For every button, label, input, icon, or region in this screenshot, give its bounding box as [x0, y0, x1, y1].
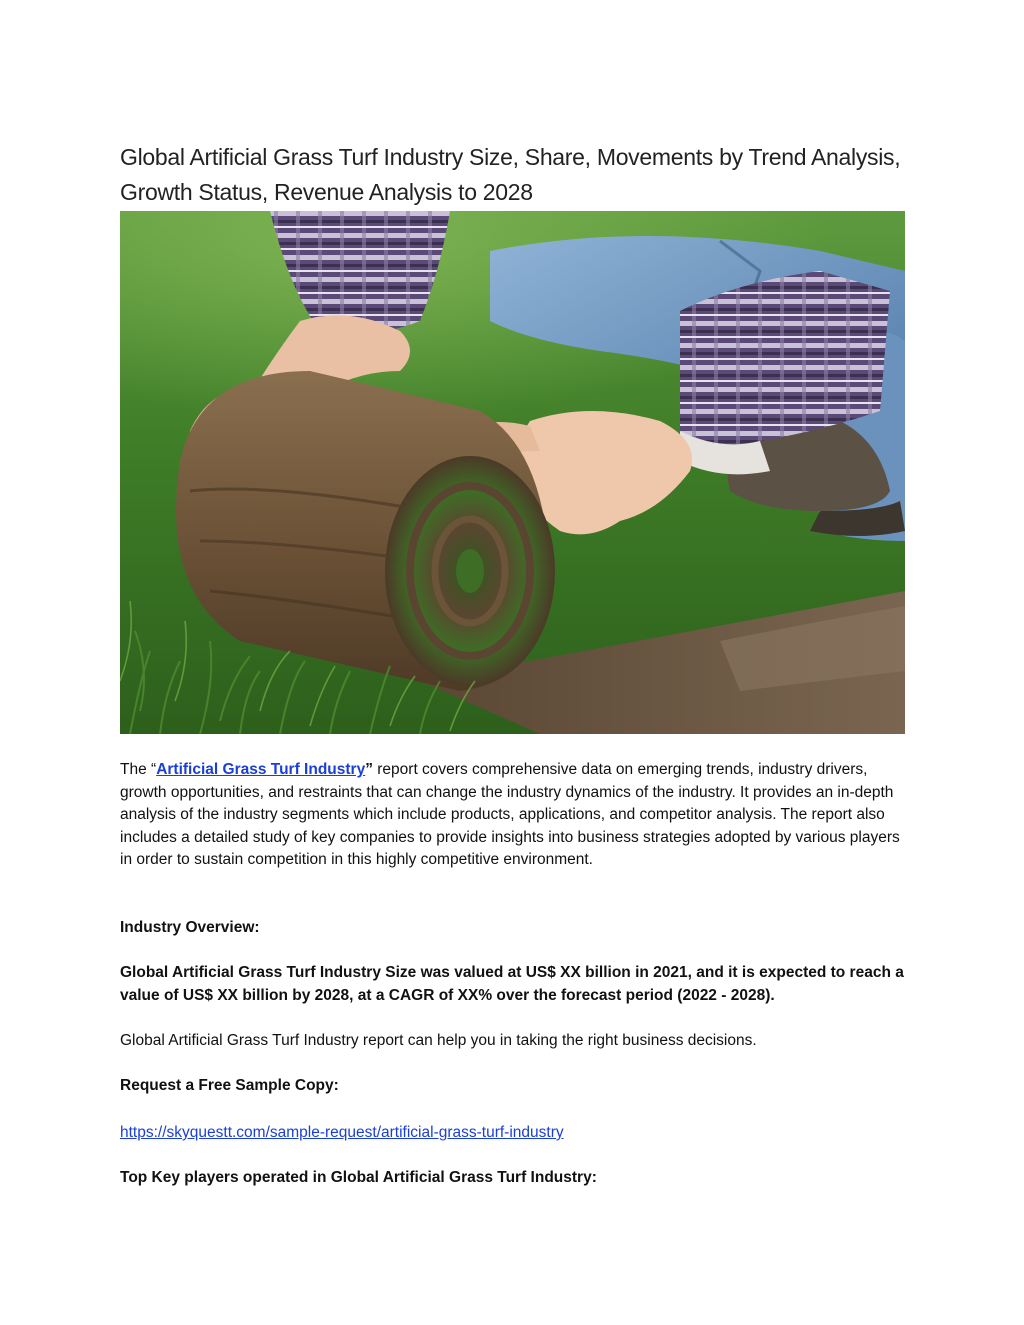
help-text: Global Artificial Grass Turf Industry report can help you in taking the right business decisions.: [120, 1032, 757, 1049]
intro-prefix: The “: [120, 761, 157, 778]
photo-of-hands-rolling-grass-turf-icon: [120, 211, 905, 734]
intro-close-quote: ”: [365, 761, 373, 778]
intro-paragraph: [120, 759, 905, 872]
sample-request-link[interactable]: https://skyquestt.com/sample-request/artificial-grass-turf-industry: [120, 1124, 564, 1141]
size-statement: Global Artificial Grass Turf Industry Size was valued at US$ XX billion in 2021, and it is expected to reach a value of US$ XX billion by 2028, at a CAGR of XX% over the forecast period (2022 - 2028).: [120, 964, 904, 1004]
industry-report-link[interactable]: Artificial Grass Turf Industry: [156, 761, 366, 778]
request-heading: Request a Free Sample Copy:: [120, 1077, 339, 1094]
document-title: Global Artificial Grass Turf Industry Size, Share, Movements by Trend Analysis, Growth Status, Revenue Analysis to 2028: [120, 144, 901, 205]
hero-photo: [120, 211, 905, 734]
intro-rest: report covers comprehensive data on emerging trends, industry drivers, growth opportunities, and restraints that can change the industry dynamics of the industry. It provides an in-depth analysis of the industry segments which include products, applications, and competitor analysis. The report also includes a detailed study of key companies to provide insights into business strategies adopted by various players in order to sustain competition in this highly competitive environment.: [120, 761, 900, 869]
players-heading: Top Key players operated in Global Artificial Grass Turf Industry:: [120, 1169, 597, 1186]
overview-heading: Industry Overview:: [120, 919, 260, 936]
request-url-paragraph: [120, 1122, 905, 1145]
